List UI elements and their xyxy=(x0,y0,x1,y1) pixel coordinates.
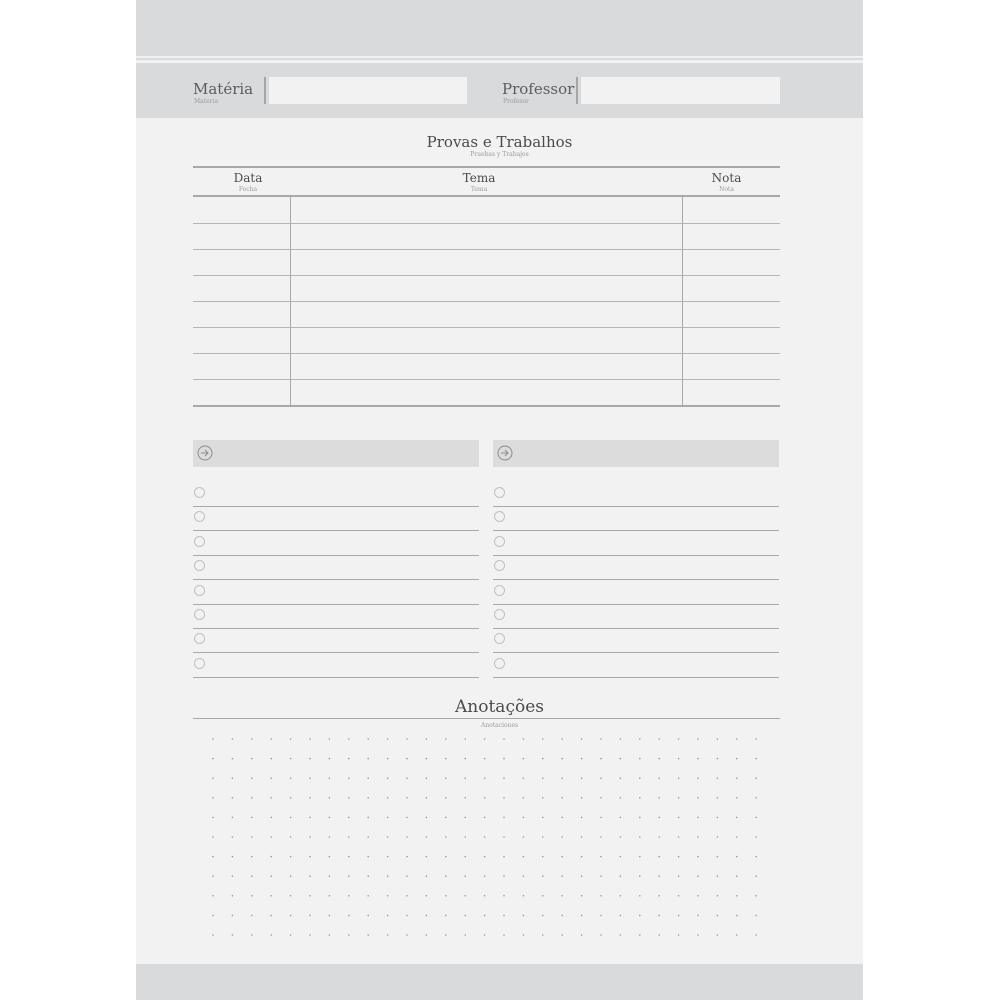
checkbox-circle-icon[interactable] xyxy=(494,585,505,596)
table-cell-date[interactable] xyxy=(193,249,290,275)
subject-label: Matéria xyxy=(193,80,254,98)
checklist-item[interactable] xyxy=(193,581,479,605)
notes-subtitle: Anotaciones xyxy=(480,722,519,729)
checklist-item-rule xyxy=(193,677,479,678)
table-cell-grade[interactable] xyxy=(683,327,780,353)
teacher-sublabel: Profesor xyxy=(503,98,529,105)
top-band xyxy=(136,0,863,56)
checklist-header[interactable] xyxy=(493,440,779,467)
checklist-item-rule xyxy=(493,677,779,678)
notes-rule xyxy=(193,718,780,719)
dot-grid-notes-area[interactable] xyxy=(210,736,770,954)
subject-sublabel: Materia xyxy=(194,98,219,105)
checkbox-circle-icon[interactable] xyxy=(494,633,505,644)
checkbox-circle-icon[interactable] xyxy=(494,511,505,522)
table-cell-date[interactable] xyxy=(193,223,290,249)
dot-grid xyxy=(210,736,770,954)
column-subheader-topic: Tema xyxy=(470,186,488,193)
checkbox-circle-icon[interactable] xyxy=(194,609,205,620)
planner-page xyxy=(136,0,863,1000)
checklist-item[interactable] xyxy=(493,532,779,556)
table-row-rule xyxy=(193,249,780,250)
checkbox-circle-icon[interactable] xyxy=(494,560,505,571)
checklist-item[interactable] xyxy=(493,581,779,605)
checklist-item[interactable] xyxy=(493,483,779,507)
table-cell-grade[interactable] xyxy=(683,249,780,275)
table-cell-topic[interactable] xyxy=(291,353,682,379)
table-cell-topic[interactable] xyxy=(291,197,682,223)
checkbox-circle-icon[interactable] xyxy=(494,658,505,669)
checklist-right xyxy=(493,440,779,678)
checklist-left xyxy=(193,440,479,678)
table-row-rule xyxy=(193,223,780,224)
teacher-separator xyxy=(576,77,578,104)
top-divider xyxy=(136,58,863,60)
notes-title: Anotações xyxy=(455,697,544,717)
table-cell-date[interactable] xyxy=(193,301,290,327)
table-cell-date[interactable] xyxy=(193,197,290,223)
checkbox-circle-icon[interactable] xyxy=(194,536,205,547)
table-bottom-rule xyxy=(193,405,780,407)
exams-title: Provas e Trabalhos xyxy=(426,133,573,151)
table-cell-grade[interactable] xyxy=(683,301,780,327)
table-row-rule xyxy=(193,327,780,328)
teacher-field[interactable] xyxy=(581,77,780,104)
arrow-right-circle-icon xyxy=(197,445,213,461)
table-cell-date[interactable] xyxy=(193,379,290,405)
checklist-item[interactable] xyxy=(193,532,479,556)
column-header-grade: Nota xyxy=(711,171,742,185)
table-cell-topic[interactable] xyxy=(291,275,682,301)
table-cell-topic[interactable] xyxy=(291,223,682,249)
checkbox-circle-icon[interactable] xyxy=(194,560,205,571)
checklist-item[interactable] xyxy=(193,605,479,629)
checkbox-circle-icon[interactable] xyxy=(494,487,505,498)
table-cell-topic[interactable] xyxy=(291,327,682,353)
table-top-rule xyxy=(193,166,780,168)
header-band xyxy=(136,63,863,118)
checkbox-circle-icon[interactable] xyxy=(194,487,205,498)
column-subheader-date: Fecha xyxy=(238,186,258,193)
table-cell-grade[interactable] xyxy=(683,353,780,379)
checkbox-circle-icon[interactable] xyxy=(494,536,505,547)
subject-field[interactable] xyxy=(269,77,467,104)
checkbox-circle-icon[interactable] xyxy=(494,609,505,620)
table-cell-grade[interactable] xyxy=(683,275,780,301)
table-row-rule xyxy=(193,301,780,302)
checkbox-circle-icon[interactable] xyxy=(194,511,205,522)
table-cell-topic[interactable] xyxy=(291,301,682,327)
checklist-item[interactable] xyxy=(493,507,779,531)
column-header-topic: Tema xyxy=(462,171,496,185)
checkbox-circle-icon[interactable] xyxy=(194,658,205,669)
checklist-header[interactable] xyxy=(193,440,479,467)
checkbox-circle-icon[interactable] xyxy=(194,585,205,596)
bottom-band xyxy=(136,964,863,1000)
teacher-label: Professor xyxy=(502,80,575,98)
checklist-item[interactable] xyxy=(493,654,779,678)
exams-table xyxy=(193,166,780,407)
column-header-date: Data xyxy=(233,171,263,185)
table-cell-grade[interactable] xyxy=(683,197,780,223)
table-cell-date[interactable] xyxy=(193,353,290,379)
checklist-item[interactable] xyxy=(193,654,479,678)
arrow-right-circle-icon xyxy=(497,445,513,461)
checklist-item[interactable] xyxy=(493,556,779,580)
table-row-rule xyxy=(193,353,780,354)
checklist-item[interactable] xyxy=(193,507,479,531)
column-subheader-grade: Nota xyxy=(719,186,734,193)
subject-separator xyxy=(264,77,266,104)
table-cell-grade[interactable] xyxy=(683,379,780,405)
checklist-item[interactable] xyxy=(193,556,479,580)
table-cell-grade[interactable] xyxy=(683,223,780,249)
checklist-item[interactable] xyxy=(193,629,479,653)
table-cell-topic[interactable] xyxy=(291,249,682,275)
checklist-item[interactable] xyxy=(193,483,479,507)
table-row-rule xyxy=(193,275,780,276)
table-cell-date[interactable] xyxy=(193,275,290,301)
checklist-item[interactable] xyxy=(493,629,779,653)
table-cell-topic[interactable] xyxy=(291,379,682,405)
checklist-item[interactable] xyxy=(493,605,779,629)
table-row-rule xyxy=(193,379,780,380)
table-cell-date[interactable] xyxy=(193,327,290,353)
exams-subtitle: Pruebas y Trabajos xyxy=(470,151,529,158)
checkbox-circle-icon[interactable] xyxy=(194,633,205,644)
